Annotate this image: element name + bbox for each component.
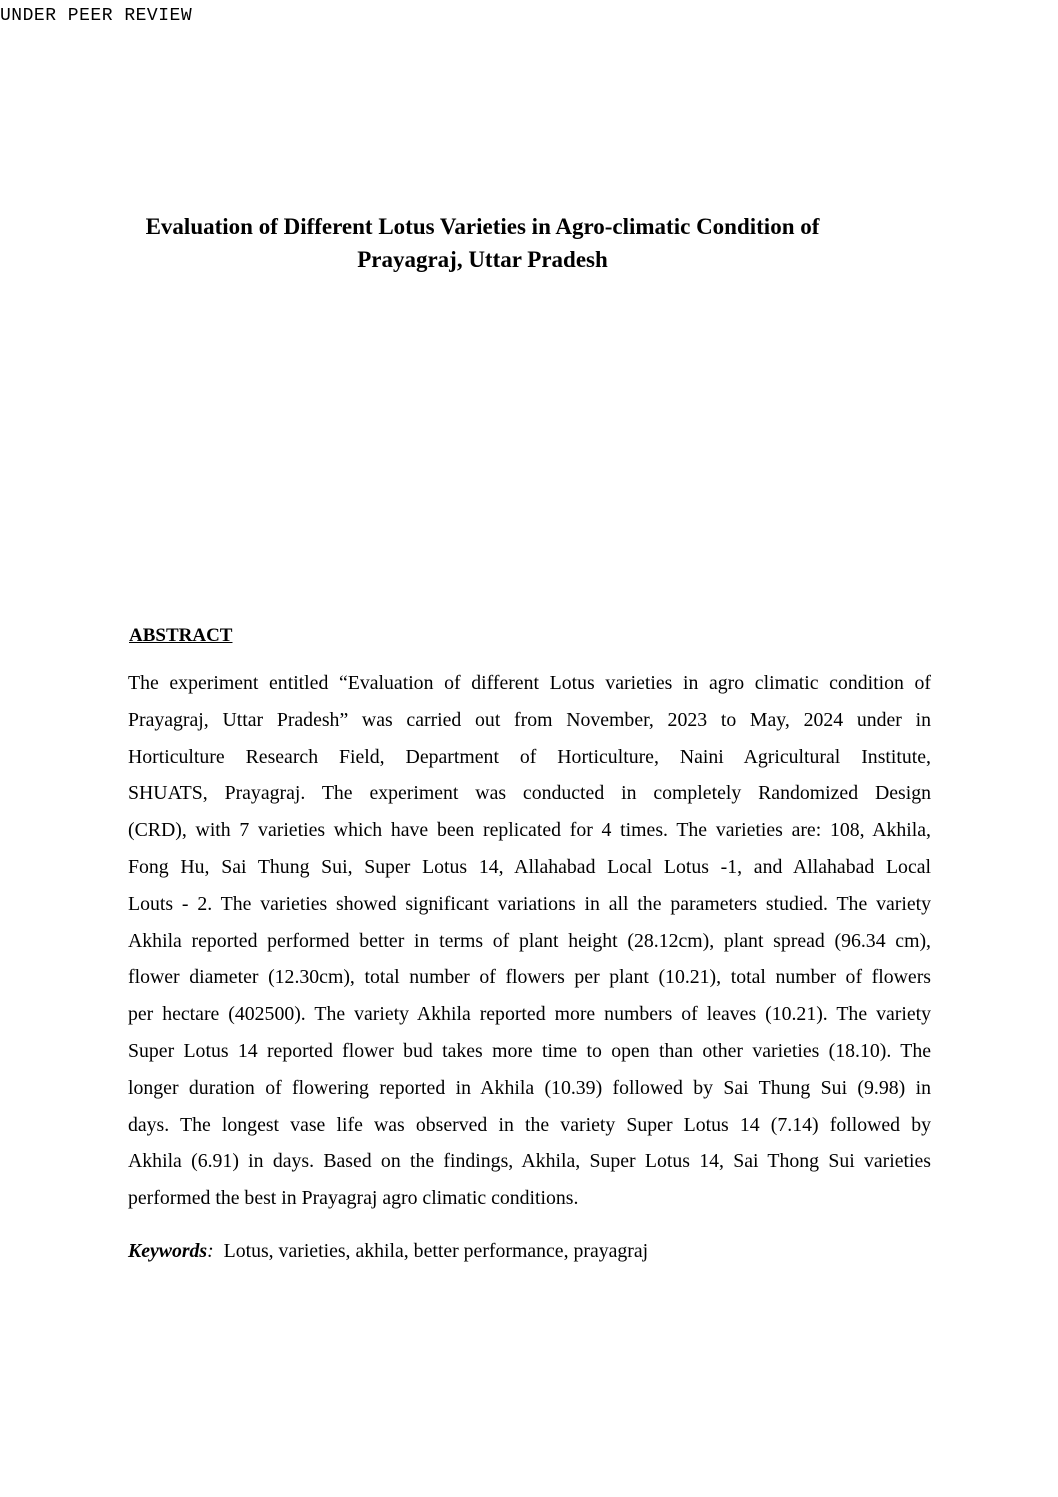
abstract-line: Louts - 2. The varieties showed significant variations in all the parameters studied. The variety	[128, 892, 931, 915]
peer-review-watermark: UNDER PEER REVIEW	[0, 6, 193, 26]
abstract-line: (CRD), with 7 varieties which have been replicated for 4 times. The varieties are: 108, Akhila,	[128, 819, 931, 842]
paper-title	[60, 210, 905, 276]
abstract-line: per hectare (402500). The variety Akhila reported more numbers of leaves (10.21). The variety	[128, 1003, 931, 1026]
abstract-line: Horticulture Research Field, Department of Horticulture, Naini Agricultural Institute,	[128, 745, 931, 768]
abstract-line: longer duration of flowering reported in Akhila (10.39) followed by Sai Thung Sui (9.98) in	[128, 1076, 931, 1099]
abstract-line: days. The longest vase life was observed in the variety Super Lotus 14 (7.14) followed by	[128, 1113, 931, 1136]
abstract-line: Akhila reported performed better in terms of plant height (28.12cm), plant spread (96.34 cm),	[128, 929, 931, 952]
keywords-text: Lotus, varieties, akhila, better performance, prayagraj	[223, 1240, 649, 1262]
keywords-colon: :	[207, 1240, 214, 1262]
abstract-line: flower diameter (12.30cm), total number of flowers per plant (10.21), total number of flowers	[128, 966, 931, 989]
abstract-body	[128, 665, 931, 1217]
abstract-heading: ABSTRACT	[129, 625, 233, 646]
abstract-line: Fong Hu, Sai Thung Sui, Super Lotus 14, Allahabad Local Lotus -1, and Allahabad Local	[128, 855, 931, 878]
title-line-1: Evaluation of Different Lotus Varieties in Agro-climatic Condition of	[145, 214, 820, 239]
keywords-label: Keywords	[128, 1240, 208, 1262]
abstract-line: The experiment entitled “Evaluation of different Lotus varieties in agro climatic condition of	[128, 672, 931, 694]
abstract-line: Akhila (6.91) in days. Based on the findings, Akhila, Super Lotus 14, Sai Thong Sui varieties	[128, 1150, 931, 1173]
title-line-2: Prayagraj, Uttar Pradesh	[357, 247, 608, 272]
abstract-line: Prayagraj, Uttar Pradesh” was carried out from November, 2023 to May, 2024 under in	[128, 708, 931, 731]
abstract-line: Super Lotus 14 reported flower bud takes more time to open than other varieties (18.10). The	[128, 1039, 931, 1062]
abstract-line: performed the best in Prayagraj agro climatic conditions.	[128, 1187, 579, 1210]
keywords	[128, 1236, 648, 1266]
abstract-line: SHUATS, Prayagraj. The experiment was conducted in completely Randomized Design	[128, 782, 931, 805]
